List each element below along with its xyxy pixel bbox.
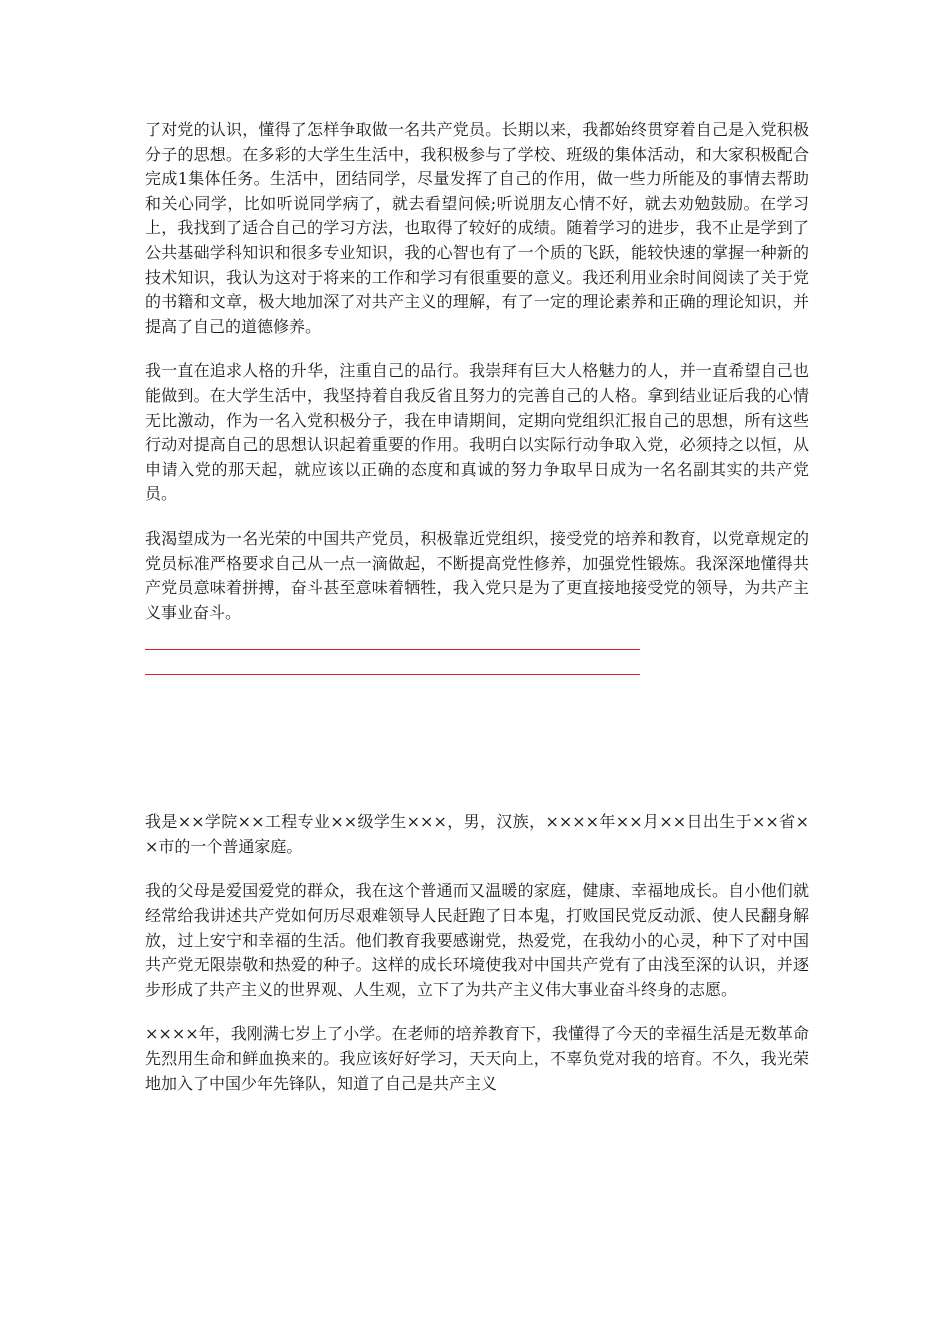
paragraph-primary-school: ××××年，我刚满七岁上了小学。在老师的培养教育下，我懂得了今天的幸福生活是无数革命先烈用生命和鲜血换来的。我应该好好学习，天天向上，不辜负党对我的培育。不久，我光荣地加入了中国少年先锋队，知道了自己是共产主义 [145, 1024, 809, 1093]
paragraph-family-background: 我的父母是爱国爱党的群众，我在这个普通而又温暖的家庭，健康、幸福地成长。自小他们就经常给我讲述共产党如何历尽艰难领导人民赶跑了日本鬼，打败国民党反动派、使人民翻身解放，过上安宁和幸福的生活。他们教育我要感谢党，热爱党，在我幼小的心灵，种下了对中国共产党无限崇敬和热爱的种子。这样的成长环境使我对中国共产党有了由浅至深的认识，并逐步形成了共产主义的世界观、人生观，立下了为共产主义伟大事业奋斗终身的志愿。 [145, 881, 809, 999]
section-spacer [145, 675, 809, 810]
paragraph-self-introduction: 我是××学院××工程专业××级学生×××，男，汉族，××××年××月××日出生于××省××市的一个普通家庭。 [145, 812, 809, 856]
paragraph-aspiration: 我渴望成为一名光荣的中国共产党员，积极靠近党组织，接受党的培养和教育，以党章规定的党员标准严格要求自己从一点一滴做起，不断提高党性修养，加强党性锻炼。我深深地懂得共产党员意味着拼搏，奋斗甚至意味着牺牲，我入党只是为了更直接地接受党的领导，为共产主义事业奋斗。 [145, 528, 809, 622]
paragraph-personal-character: 我一直在追求人格的升华，注重自己的品行。我崇拜有巨大人格魅力的人，并一直希望自己也能做到。在大学生活中，我坚持着自我反省且努力的完善自己的人格。拿到结业证后我的心情无比激动，作为一名入党积极分子，我在申请期间，定期向党组织汇报自己的思想，所有这些行动对提高自己的思想认识起着重要的作用。我明白以实际行动争取入党，必须持之以恒，从申请入党的那天起，就应该以正确的态度和真诚的努力争取早日成为一名名副其实的共产党员。 [145, 361, 809, 504]
paragraph-spacer [145, 339, 809, 359]
paragraph-spacer [145, 859, 809, 879]
document-page [145, 118, 809, 1096]
paragraph-spacer [145, 507, 809, 527]
paragraph-spacer [145, 1002, 809, 1022]
paragraph-party-understanding: 了对党的认识，懂得了怎样争取做一名共产党员。长期以来，我都始终贯穿着自己是入党积极分子的思想。在多彩的大学生生活中，我积极参与了学校、班级的集体活动，和大家积极配合完成1集体任务。生活中，团结同学，尽量发挥了自己的作用，做一些力所能及的事情去帮助和关心同学，比如听说同学病了，就去看望问候;听说朋友心情不好，就去劝勉鼓励。在学习上，我找到了适合自己的学习方法，也取得了较好的成绩。随着学习的进步，我不止是学到了公共基础学科知识和很多专业知识，我的心智也有了一个质的飞跃，能较快速的掌握一种新的技术知识，我认为这对于将来的工作和学习有很重要的意义。我还利用业余时间阅读了关于党的书籍和文章，极大地加深了对共产主义的理解，有了一定的理论素养和正确的理论知识，并提高了自己的道德修养。 [145, 120, 809, 336]
red-divider-line [145, 649, 640, 650]
